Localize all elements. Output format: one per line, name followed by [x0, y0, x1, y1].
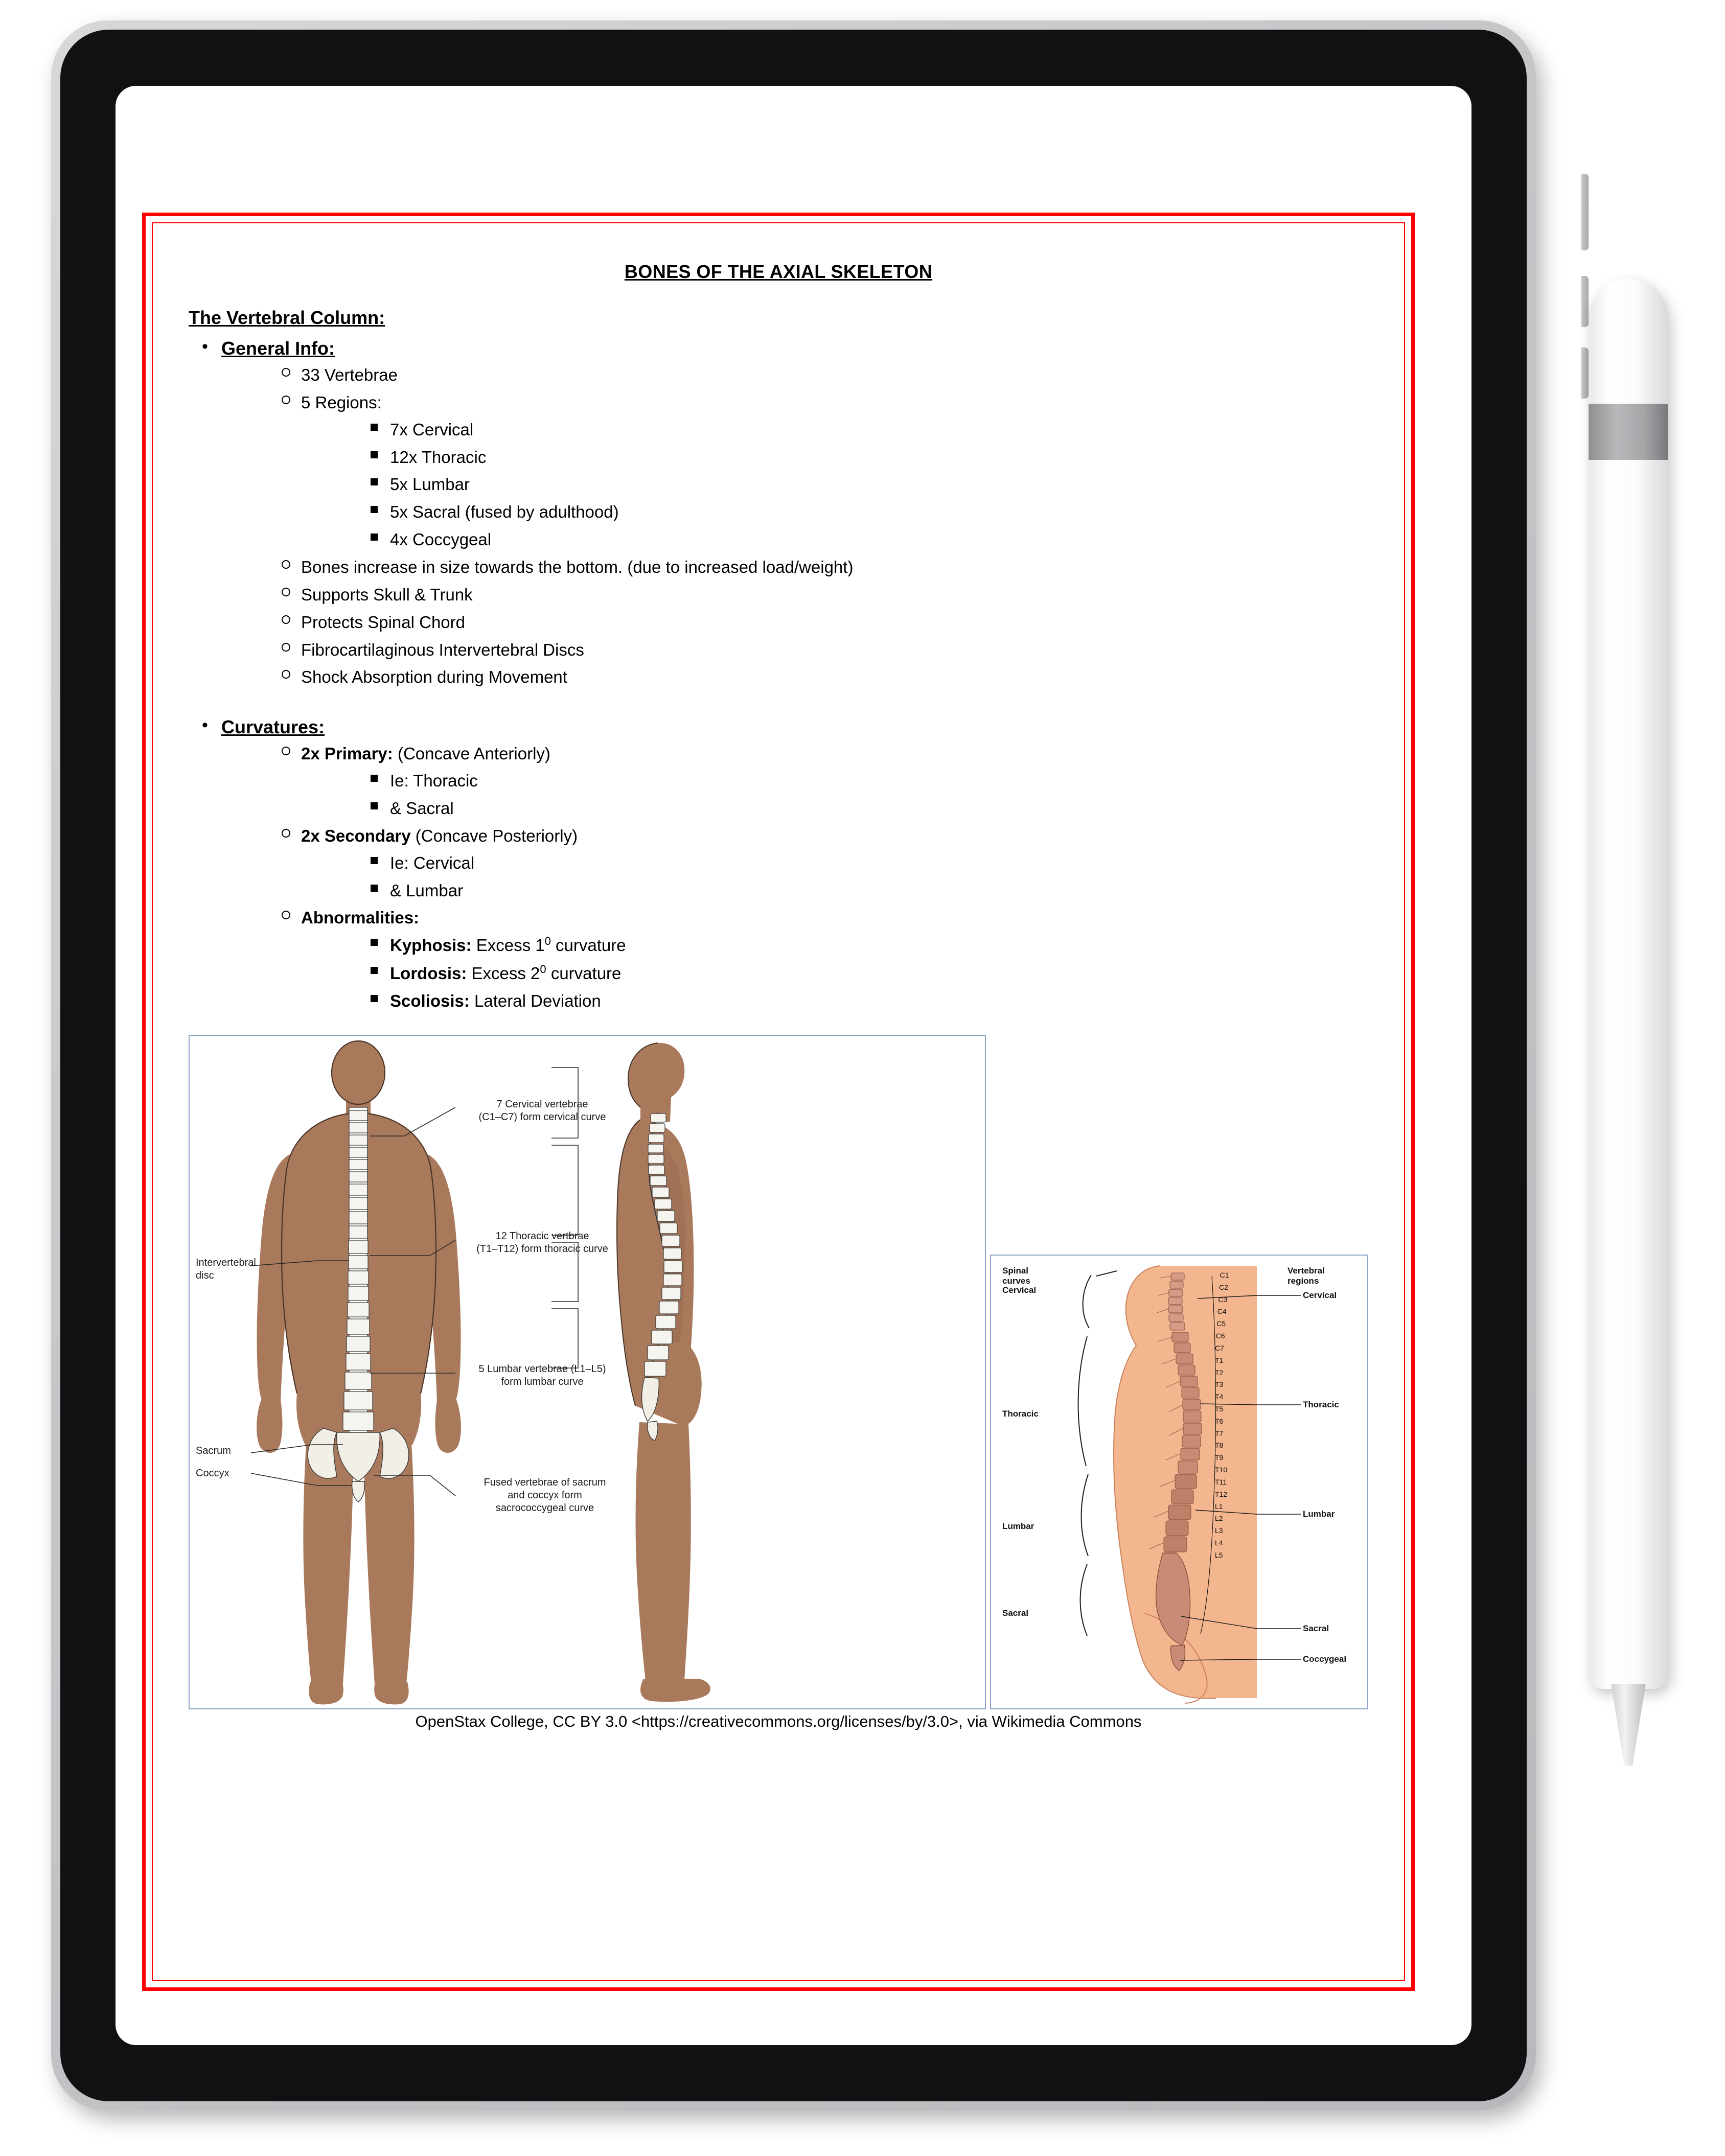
vertebra-label: T8 — [1215, 1441, 1224, 1450]
bullet-circle-icon — [282, 643, 290, 652]
list-item — [272, 583, 1375, 607]
bullet-square-icon — [371, 775, 378, 782]
label-region-sacral: Sacral — [1303, 1623, 1329, 1633]
list-item — [361, 933, 1375, 958]
list-item-text: Bones increase in size towards the bottom. (due to increased load/weight) — [301, 558, 854, 577]
pencil-tip — [1611, 1684, 1646, 1766]
bullet-square-icon — [371, 451, 378, 458]
list-item — [361, 961, 1375, 986]
label-thoracic-vertebrae: 12 Thoracic vertbrae (T1–T12) form thoracic curve — [476, 1230, 608, 1255]
label-curve-thoracic: Thoracic — [1002, 1408, 1039, 1419]
list-item — [361, 879, 1375, 903]
bullet-square-icon — [371, 424, 378, 431]
list-item — [361, 528, 1375, 552]
volume-up-button[interactable] — [1581, 276, 1589, 327]
list-item — [272, 742, 1375, 821]
vertebra-label: T9 — [1215, 1453, 1224, 1462]
list-item-text: & Sacral — [390, 799, 454, 818]
vertebra-label: L1 — [1215, 1502, 1223, 1511]
outline-level-1 — [181, 338, 1375, 1013]
list-item — [272, 363, 1375, 387]
list-item — [361, 851, 1375, 875]
vertebra-label: T10 — [1215, 1466, 1228, 1474]
label-curve-lumbar: Lumbar — [1002, 1521, 1034, 1531]
list-item — [272, 638, 1375, 662]
degree-superscript: 0 — [544, 935, 551, 948]
list-item-text: Lateral Deviation — [469, 991, 601, 1011]
list-item-text: (Concave Anteriorly) — [393, 744, 550, 763]
label-sacrococcygeal-curve: Fused vertebrae of sacrum and coccyx form sacrococcygeal curve — [484, 1476, 606, 1514]
figure-caption: OpenStax College, CC BY 3.0 <https://creativecommons.org/licenses/by/3.0>, via Wikimedia Commons — [415, 1712, 1142, 1730]
curvatures-items — [272, 742, 1375, 1013]
page-red-border — [142, 213, 1415, 1991]
vertebra-label: T12 — [1215, 1490, 1228, 1498]
pencil-band — [1589, 404, 1668, 460]
list-item — [272, 555, 1375, 579]
bullet-square-icon — [371, 885, 378, 892]
list-item-text: Ie: Thoracic — [390, 771, 478, 791]
list-item — [361, 769, 1375, 793]
term-scoliosis: Scoliosis: — [390, 991, 470, 1011]
vertebra-label: C5 — [1216, 1319, 1226, 1328]
vertebra-label: C3 — [1218, 1295, 1228, 1304]
page-content — [152, 222, 1405, 1981]
spacer — [181, 693, 1375, 716]
vertebra-label: T4 — [1215, 1393, 1224, 1401]
list-item-text: (Concave Posteriorly) — [410, 826, 578, 845]
label-sacrum: Sacrum — [196, 1445, 231, 1456]
list-item — [361, 500, 1375, 524]
label-spinal-curves: Spinal curves — [1002, 1265, 1030, 1286]
label-region-lumbar: Lumbar — [1303, 1509, 1335, 1519]
bullet-circle-icon — [282, 670, 290, 679]
label-curve-cervical: Cervical — [1002, 1285, 1037, 1295]
list-item — [272, 665, 1375, 689]
tablet-screen[interactable] — [116, 86, 1471, 2045]
label-coccyx: Coccyx — [196, 1467, 229, 1479]
pencil-body — [1589, 279, 1668, 1689]
bullet-square-icon — [371, 995, 378, 1002]
vertebra-label: T11 — [1215, 1477, 1227, 1486]
bullet-circle-icon — [282, 911, 290, 919]
figure-spinal-curves-diagram — [990, 1255, 1368, 1709]
bullet-dot-icon: • — [202, 715, 208, 735]
bullet-square-icon — [371, 857, 378, 864]
curvatures-label: Curvatures: — [221, 716, 325, 738]
outline-item-curvatures — [181, 716, 1375, 1013]
vertebra-label: T5 — [1215, 1404, 1224, 1413]
list-item-text: Fibrocartilaginous Intervertebral Discs — [301, 640, 584, 659]
list-item-text: 12x Thoracic — [390, 447, 487, 467]
degree-superscript: 0 — [540, 963, 546, 976]
label-cervical-vertebrae: 7 Cervical vertebrae (C1–C7) form cervical curve — [478, 1098, 606, 1123]
bullet-circle-icon — [282, 829, 290, 838]
document-page — [117, 95, 1406, 1992]
list-item-text: Excess 2 — [467, 964, 540, 983]
list-item — [272, 906, 1375, 1013]
list-item — [361, 418, 1375, 442]
vertebra-label: L2 — [1215, 1514, 1223, 1523]
spinal-curves-svg — [991, 1256, 1367, 1708]
list-item-text: & Lumbar — [390, 880, 464, 900]
general-info-items — [272, 363, 1375, 689]
power-button[interactable] — [1581, 174, 1589, 250]
regions-sublist — [361, 418, 1375, 552]
vertebra-label: L5 — [1215, 1550, 1223, 1559]
vertebra-label: C4 — [1217, 1307, 1227, 1316]
label-region-thoracic: Thoracic — [1303, 1399, 1339, 1409]
outline-item-general-info — [181, 338, 1375, 689]
bullet-square-icon — [371, 802, 378, 809]
bullet-circle-icon — [282, 588, 290, 596]
list-item — [272, 611, 1375, 635]
label-curve-sacral: Sacral — [1002, 1608, 1029, 1618]
label-lumbar-vertebrae: 5 Lumbar vertebrae (L1–L5) form lumbar curve — [478, 1363, 606, 1387]
list-item-text: Supports Skull & Trunk — [301, 585, 473, 604]
list-item-bold-prefix: 2x Primary: — [301, 744, 393, 763]
list-item-tail: curvature — [546, 964, 622, 983]
list-item — [272, 391, 1375, 552]
section-heading-vertebral-column: The Vertebral Column: — [189, 307, 385, 328]
label-region-coccygeal: Coccygeal — [1303, 1654, 1347, 1664]
page-title: BONES OF THE AXIAL SKELETON — [624, 261, 933, 282]
bullet-square-icon — [371, 967, 378, 974]
list-item — [361, 473, 1375, 497]
list-item-text: Protects Spinal Chord — [301, 612, 465, 632]
vertebra-label: T3 — [1215, 1380, 1224, 1389]
list-item-text: 5x Lumbar — [390, 475, 470, 494]
bullet-circle-icon — [282, 747, 290, 755]
vertebra-label: C2 — [1219, 1283, 1228, 1291]
list-item-bold-prefix: Abnormalities: — [301, 908, 420, 928]
bullet-circle-icon — [282, 560, 290, 569]
vertebra-label: T2 — [1215, 1368, 1224, 1377]
tablet-device — [51, 20, 1536, 2111]
bullet-square-icon — [371, 939, 378, 946]
primary-sublist — [361, 769, 1375, 821]
bullet-dot-icon: • — [202, 337, 208, 356]
bullet-square-icon — [371, 478, 378, 485]
bullet-square-icon — [371, 534, 378, 541]
bullet-circle-icon — [282, 615, 290, 624]
label-vertebral-regions: Vertebral regions — [1287, 1265, 1325, 1286]
term-lordosis: Lordosis: — [390, 964, 467, 983]
vertebra-label: C1 — [1220, 1270, 1229, 1279]
vertebra-label: T1 — [1215, 1356, 1224, 1364]
bullet-circle-icon — [282, 368, 290, 377]
bullet-circle-icon — [282, 396, 290, 404]
list-item — [361, 797, 1375, 821]
label-region-cervical: Cervical — [1303, 1290, 1337, 1300]
vertebra-label: T6 — [1215, 1417, 1224, 1425]
vertebra-label: C7 — [1215, 1343, 1224, 1352]
list-item-bold-prefix: 2x Secondary — [301, 826, 411, 845]
vertebra-label: T7 — [1215, 1429, 1224, 1438]
bullet-square-icon — [371, 506, 378, 513]
list-item-text: Excess 1 — [471, 936, 545, 955]
general-info-label: General Info: — [221, 338, 335, 359]
abnormalities-sublist — [361, 933, 1375, 1013]
list-item-text: 5x Sacral (fused by adulthood) — [390, 502, 619, 522]
apple-pencil[interactable] — [1589, 279, 1668, 1771]
volume-down-button[interactable] — [1581, 347, 1589, 399]
list-item-text: 5 Regions: — [301, 392, 382, 412]
list-item-text: 7x Cervical — [390, 420, 474, 439]
list-item-text: Ie: Cervical — [390, 853, 475, 872]
list-item — [361, 446, 1375, 470]
list-item — [361, 989, 1375, 1013]
list-item-tail: curvature — [550, 936, 626, 955]
label-intervertebral-disc: Intervertebral disc — [196, 1257, 256, 1281]
list-item-text: Shock Absorption during Movement — [301, 667, 567, 687]
vertebra-label: L3 — [1215, 1526, 1223, 1535]
vertebra-label: L4 — [1215, 1539, 1223, 1547]
term-kyphosis: Kyphosis: — [390, 936, 472, 955]
figure-vertebral-column-diagram — [189, 1035, 986, 1709]
secondary-sublist — [361, 851, 1375, 903]
vertebra-label: C6 — [1215, 1332, 1225, 1340]
list-item — [272, 824, 1375, 903]
figure-block — [181, 1035, 1375, 1730]
list-item-text: 33 Vertebrae — [301, 365, 398, 384]
list-item-text: 4x Coccygeal — [390, 530, 492, 549]
